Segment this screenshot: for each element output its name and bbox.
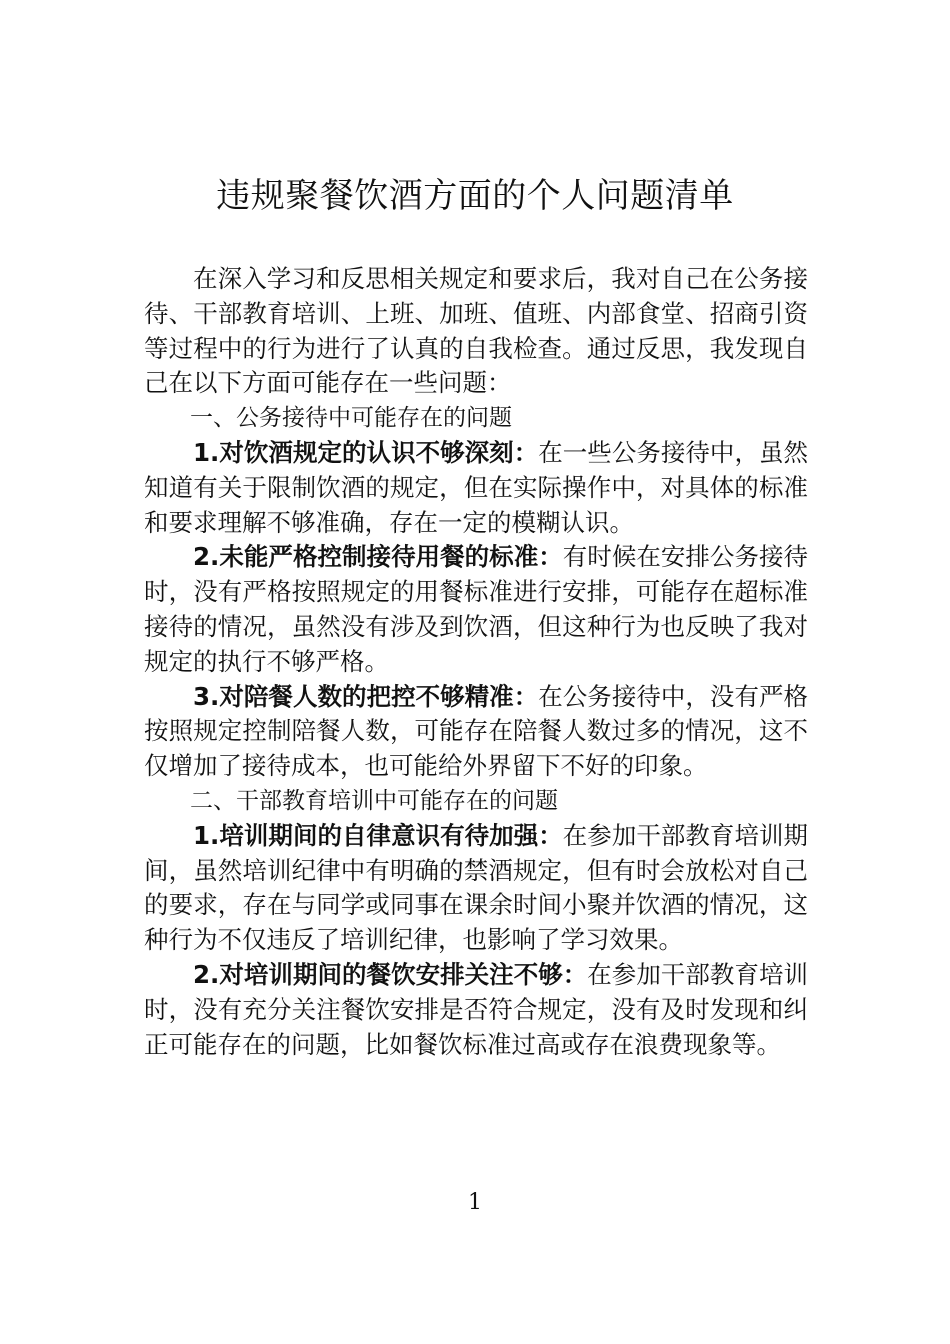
- intro-paragraph: 在深入学习和反思相关规定和要求后，我对自己在公务接待、干部教育培训、上班、加班、值班、内部食堂、招商引资等过程中的行为进行了认真的自我检查。通过反思，我发现自己在以下方面可能存在一些问题：: [144, 264, 808, 398]
- section-heading-training: 二、干部教育培训中可能存在的问题: [190, 787, 558, 814]
- item-lead: 2.未能严格控制接待用餐的标准：: [193, 542, 563, 572]
- item-text: 有时候在安排公务接待时，没有严格按照规定的用餐标准进行安排，可能存在超标准接待的情况，虽然没有涉及到饮酒，但这种行为也反映了我对规定的执行不够严格。: [144, 542, 809, 676]
- document-body: [144, 262, 808, 1062]
- item-lead: 3.对陪餐人数的把控不够精准：: [193, 681, 539, 711]
- list-item: [144, 680, 808, 784]
- page-number: 1: [468, 1190, 482, 1215]
- list-item: [144, 540, 808, 679]
- item-lead: 1.培训期间的自律意识有待加强：: [193, 820, 563, 850]
- document-title: 违规聚餐饮酒方面的个人问题清单: [216, 176, 734, 216]
- section-heading-reception: 一、公务接待中可能存在的问题: [190, 405, 512, 432]
- list-item: [144, 819, 808, 958]
- item-lead: 1.对饮酒规定的认识不够深刻：: [193, 437, 539, 467]
- item-text: 在参加干部教育培训时，没有充分关注餐饮安排是否符合规定，没有及时发现和纠正可能存在的问题，比如餐饮标准过高或存在浪费现象等。: [144, 959, 808, 1059]
- item-lead: 2.对培训期间的餐饮安排关注不够：: [193, 959, 588, 989]
- item-text: 在一些公务接待中，虽然知道有关于限制饮酒的规定，但在实际操作中，对具体的标准和要求理解不够准确，存在一定的模糊认识。: [144, 437, 809, 537]
- item-text: 在公务接待中，没有严格按照规定控制陪餐人数，可能存在陪餐人数过多的情况，这不仅增加了接待成本，也可能给外界留下不好的印象。: [144, 681, 809, 781]
- list-item: [144, 436, 808, 540]
- list-item: [144, 958, 808, 1062]
- item-text: 在参加干部教育培训期间，虽然培训纪律中有明确的禁酒规定，但有时会放松对自己的要求，存在与同学或同事在课余时间小聚并饮酒的情况，这种行为不仅违反了培训纪律，也影响了学习效果。: [144, 820, 809, 955]
